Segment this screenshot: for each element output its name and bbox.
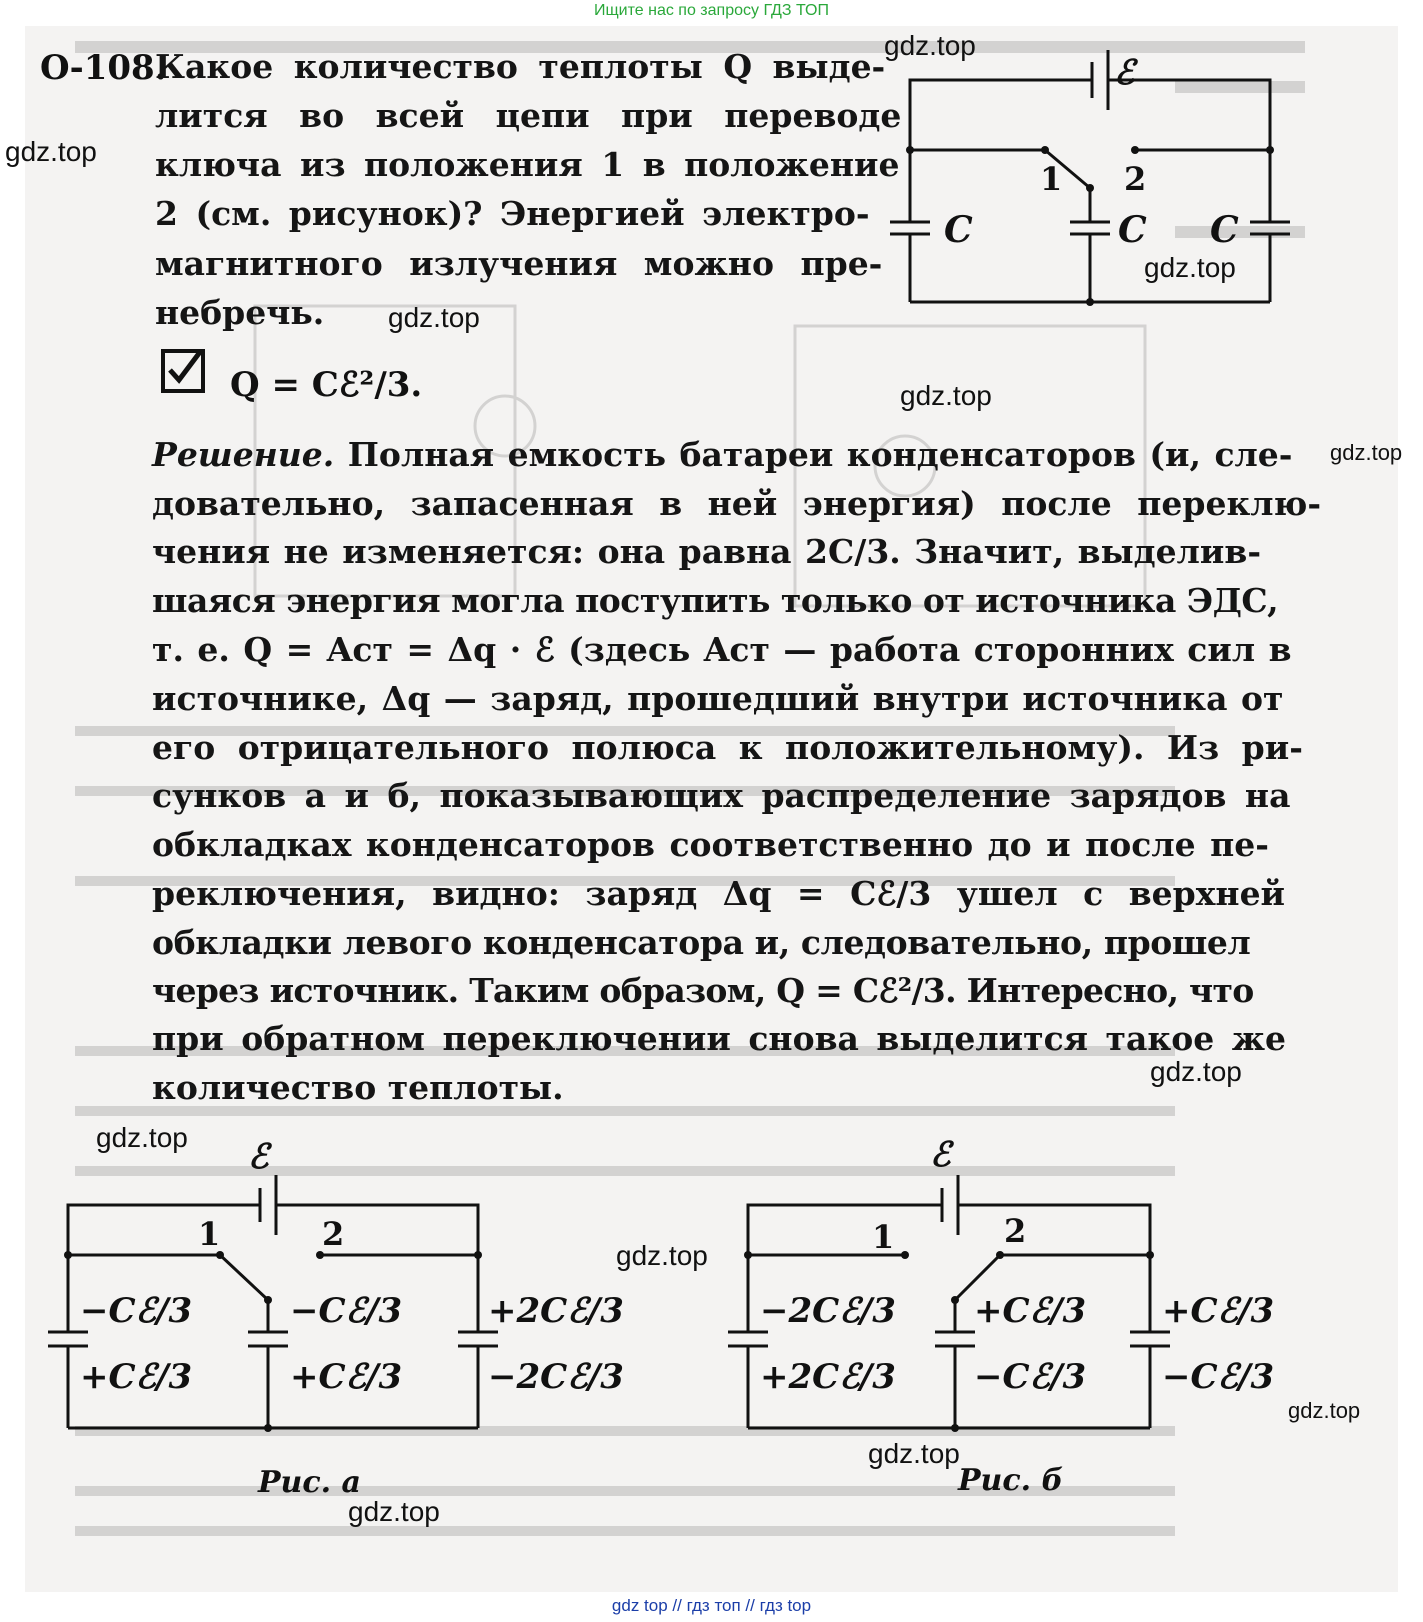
fig-a-mid-top: −Cℰ/3 bbox=[290, 1291, 403, 1331]
problem-number: О-108. bbox=[40, 48, 167, 88]
watermark: gdz.top bbox=[884, 30, 976, 61]
problem-line-2: лится во всей цепи при переводе bbox=[155, 96, 902, 135]
fig-a-pos-2: 2 bbox=[322, 1215, 345, 1253]
solution-line-11: обкладки левого конденсатора и, следовательно, прошел bbox=[152, 923, 1251, 962]
fig-a-left-top: −Cℰ/3 bbox=[80, 1291, 193, 1331]
watermark: gdz.top bbox=[348, 1496, 440, 1527]
solution-line-12: через источник. Таким образом, Q = Cℰ²/3. Интересно, что bbox=[152, 971, 1254, 1010]
solution-line-3: чения не изменяется: она равна 2C/3. Значит, выделив- bbox=[152, 532, 1262, 571]
watermark: gdz.top bbox=[1144, 252, 1236, 283]
problem-line-5: магнитного излучения можно пре- bbox=[155, 244, 883, 283]
figure-a-circuit bbox=[40, 1130, 660, 1500]
answer-checkbox-icon bbox=[160, 348, 206, 394]
main-emf-label: ℰ bbox=[1114, 53, 1135, 93]
solution-line-13: при обратном переключении снова выделится такое же bbox=[152, 1019, 1287, 1058]
main-cap-right-label: C bbox=[1210, 209, 1239, 251]
watermark: gdz.top bbox=[5, 136, 97, 167]
watermark: gdz.top bbox=[868, 1438, 960, 1469]
fig-b-left-top: −2Cℰ/3 bbox=[760, 1291, 896, 1331]
fig-b-left-bottom: +2Cℰ/3 bbox=[760, 1357, 896, 1397]
watermark: gdz.top bbox=[1330, 440, 1403, 465]
fig-a-mid-bottom: +Cℰ/3 bbox=[290, 1357, 403, 1397]
fig-b-caption: Рис. б bbox=[958, 1463, 1064, 1498]
watermark: gdz.top bbox=[616, 1240, 708, 1271]
solution-line-8: сунков а и б, показывающих распределение зарядов на bbox=[152, 776, 1291, 815]
top-banner[interactable]: Ищите нас по запросу ГДЗ ТОП bbox=[594, 2, 829, 19]
problem-line-3: ключа из положения 1 в положение bbox=[155, 145, 900, 184]
watermark: gdz.top bbox=[388, 302, 480, 333]
fig-b-right-top: +Cℰ/3 bbox=[1162, 1291, 1275, 1331]
main-switch-pos-2: 2 bbox=[1124, 160, 1147, 198]
fig-a-pos-1: 1 bbox=[198, 1215, 221, 1253]
figure-b-circuit bbox=[720, 1130, 1320, 1500]
answer-formula: Q = Cℰ²/3. bbox=[230, 365, 423, 405]
fig-b-emf-label: ℰ bbox=[930, 1135, 951, 1175]
watermark: gdz.top bbox=[96, 1122, 188, 1153]
fig-b-mid-bottom: −Cℰ/3 bbox=[974, 1357, 1087, 1397]
problem-line-4: 2 (см. рисунок)? Энергией электро- bbox=[155, 194, 870, 233]
fig-a-caption: Рис. а bbox=[258, 1465, 361, 1500]
solution-line-7: его отрицательного полюса к положительному). Из ри- bbox=[152, 728, 1303, 767]
footer-links[interactable]: gdz top // гдз топ // гдз top bbox=[611, 1596, 812, 1615]
fig-b-pos-1: 1 bbox=[872, 1218, 895, 1256]
solution-line-14: количество теплоты. bbox=[152, 1068, 564, 1107]
watermark: gdz.top bbox=[1150, 1056, 1242, 1087]
solution-line-5: т. е. Q = Aст = Δq · ℰ (здесь Aст — работа сторонних сил в bbox=[152, 630, 1292, 669]
fig-a-left-bottom: +Cℰ/3 bbox=[80, 1357, 193, 1397]
problem-line-1-text: Какое количество теплоты Q выде- bbox=[155, 47, 886, 86]
solution-line-10: реключения, видно: заряд Δq = Cℰ/3 ушел с верхней bbox=[152, 874, 1286, 913]
main-cap-mid-label: C bbox=[1118, 209, 1147, 251]
solution-line-1 bbox=[152, 435, 1293, 474]
solution-line-6: источнике, Δq — заряд, прошедший внутри источника от bbox=[152, 679, 1284, 718]
solution-line-9: обкладках конденсаторов соответственно до и после пе- bbox=[152, 825, 1269, 864]
main-switch-pos-1: 1 bbox=[1040, 160, 1063, 198]
main-cap-left-label: C bbox=[944, 209, 973, 251]
main-circuit-figure bbox=[880, 40, 1300, 330]
fig-a-right-bottom: −2Cℰ/3 bbox=[488, 1357, 624, 1397]
fig-a-emf-label: ℰ bbox=[248, 1137, 269, 1177]
fig-b-pos-2: 2 bbox=[1004, 1212, 1027, 1250]
solution-line-4: шаяся энергия могла поступить только от источника ЭДС, bbox=[152, 581, 1279, 620]
solution-heading: Решение. bbox=[152, 435, 335, 474]
fig-a-right-top: +2Cℰ/3 bbox=[488, 1291, 624, 1331]
problem-line-6: небречь. bbox=[155, 293, 325, 332]
fig-b-right-bottom: −Cℰ/3 bbox=[1162, 1357, 1275, 1397]
problem-line-1 bbox=[155, 47, 886, 86]
watermark: gdz.top bbox=[900, 380, 992, 411]
fig-b-mid-top: +Cℰ/3 bbox=[974, 1291, 1087, 1331]
solution-line-1-text: Полная емкость батареи конденсаторов (и, сле- bbox=[347, 435, 1293, 474]
solution-line-2: довательно, запасенная в ней энергия) после переклю- bbox=[152, 484, 1322, 523]
watermark: gdz.top bbox=[1288, 1398, 1361, 1423]
